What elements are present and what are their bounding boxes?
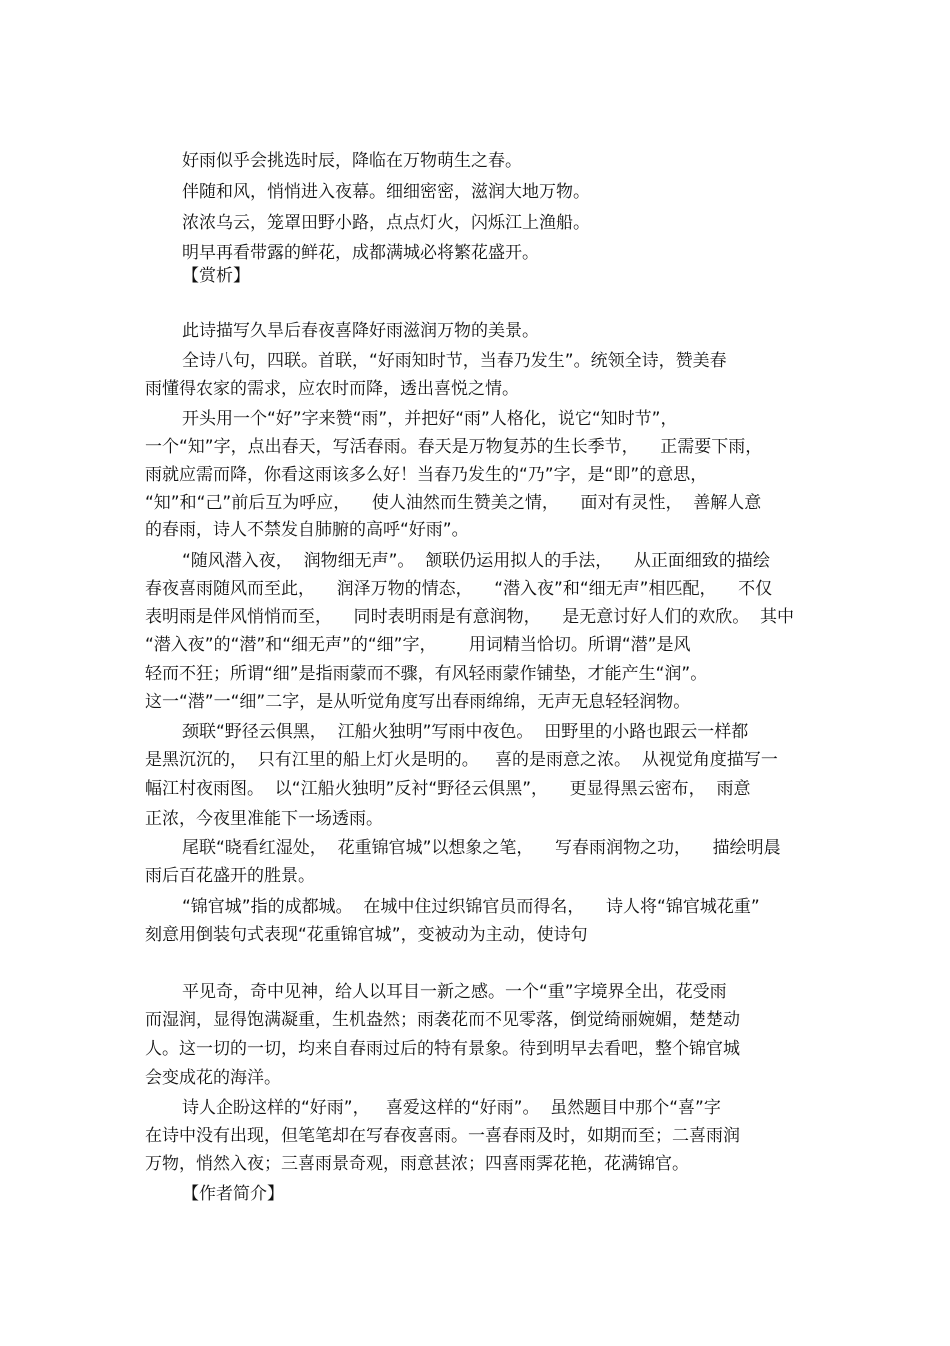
paragraph-line: 雨懂得农家的需求，应农时而降，透出喜悦之情。	[145, 379, 519, 399]
paragraph-line: 人。这一切的一切，均来自春雨过后的特有景象。待到明早去看吧，整个锦官城	[145, 1039, 740, 1059]
paragraph-line: 在诗中没有出现，但笔笔却在写春夜喜雨。一喜春雨及时，如期而至；二喜雨润	[145, 1126, 740, 1146]
translation-line: 好雨似乎会挑选时辰，降临在万物萌生之春。	[182, 151, 522, 171]
paragraph-line: 平见奇，奇中见神，给人以耳目一新之感。一个“重”字境界全出，花受雨	[182, 982, 727, 1002]
paragraph-line: 是黑沉沉的， 只有江里的船上灯火是明的。 喜的是雨意之浓。 从视觉角度描写一	[145, 750, 778, 770]
paragraph-line: “随风潜入夜， 润物细无声”。 颔联仍运用拟人的手法， 从正面细致的描绘	[182, 551, 770, 571]
paragraph-line: 表明雨是伴风悄悄而至， 同时表明雨是有意润物， 是无意讨好人们的欢欣。 其中	[145, 607, 795, 627]
paragraph-line: 一个“知”字，点出春天，写活春雨。春天是万物复苏的生长季节， 正需要下雨，	[145, 437, 763, 457]
paragraph-line: 全诗八句，四联。首联，“好雨知时节，当春乃发生”。统领全诗，赞美春	[182, 351, 727, 371]
paragraph-line: “锦官城”指的成都城。 在城中住过织锦官员而得名， 诗人将“锦官城花重”	[182, 897, 760, 917]
paragraph-line: 诗人企盼这样的“好雨”， 喜爱这样的“好雨”。 虽然题目中那个“喜”字	[182, 1098, 721, 1118]
paragraph-line: 正浓，今夜里准能下一场透雨。	[145, 809, 383, 829]
paragraph-line: 这一“潜”一“细”二字，是从听觉角度写出春雨绵绵，无声无息轻轻润物。	[145, 692, 691, 712]
paragraph-line: 开头用一个“好”字来赞“雨”，并把好“雨”人格化，说它“知时节”，	[182, 409, 678, 429]
paragraph-line: “知”和“己”前后互为呼应， 使人油然而生赞美之情， 面对有灵性， 善解人意	[145, 493, 762, 513]
paragraph-line: 春夜喜雨随风而至此， 润泽万物的情态， “潜入夜”和“细无声”相匹配， 不仅	[145, 579, 773, 599]
paragraph-line: 雨就应需而降，你看这雨该多么好！当春乃发生的“乃”字，是“即”的意思，	[145, 465, 708, 485]
translation-line: 伴随和风，悄悄进入夜幕。细细密密，滋润大地万物。	[182, 182, 590, 202]
paragraph-line: 此诗描写久旱后春夜喜降好雨滋润万物的美景。	[182, 321, 539, 341]
paragraph-line: 的春雨，诗人不禁发自肺腑的高呼“好雨”。	[145, 520, 469, 540]
paragraph-line: “潜入夜”的“潜”和“细无声”的“细”字， 用词精当恰切。所谓“潜”是风	[145, 635, 691, 655]
author-heading: 【作者简介】	[182, 1184, 284, 1204]
translation-line: 明早再看带露的鲜花，成都满城必将繁花盛开。	[182, 243, 539, 263]
paragraph-line: 幅江村夜雨图。 以“江船火独明”反衬“野径云俱黑”， 更显得黑云密布， 雨意	[145, 779, 751, 799]
paragraph-line: 雨后百花盛开的胜景。	[145, 866, 315, 886]
paragraph-line: 万物，悄然入夜；三喜雨景奇观，雨意甚浓；四喜雨霁花艳，花满锦官。	[145, 1154, 689, 1174]
paragraph-line: 颈联“野径云俱黑， 江船火独明”写雨中夜色。 田野里的小路也跟云一样都	[182, 722, 749, 742]
paragraph-line: 轻而不狂；所谓“细”是指雨蒙而不骤，有风轻雨蒙作铺垫，才能产生“润”。	[145, 664, 708, 684]
paragraph-line: 尾联“晓看红湿处， 花重锦官城”以想象之笔， 写春雨润物之功， 描绘明晨	[182, 838, 781, 858]
paragraph-line: 刻意用倒装句式表现“花重锦官城”，变被动为主动，使诗句	[145, 925, 588, 945]
appreciation-heading: 【赏析】	[182, 266, 250, 286]
paragraph-line: 而湿润，显得饱满凝重，生机盎然；雨袭花而不见零落，倒觉绮丽婉媚，楚楚动	[145, 1010, 740, 1030]
paragraph-line: 会变成花的海洋。	[145, 1068, 281, 1088]
translation-line: 浓浓乌云，笼罩田野小路，点点灯火，闪烁江上渔船。	[182, 213, 590, 233]
